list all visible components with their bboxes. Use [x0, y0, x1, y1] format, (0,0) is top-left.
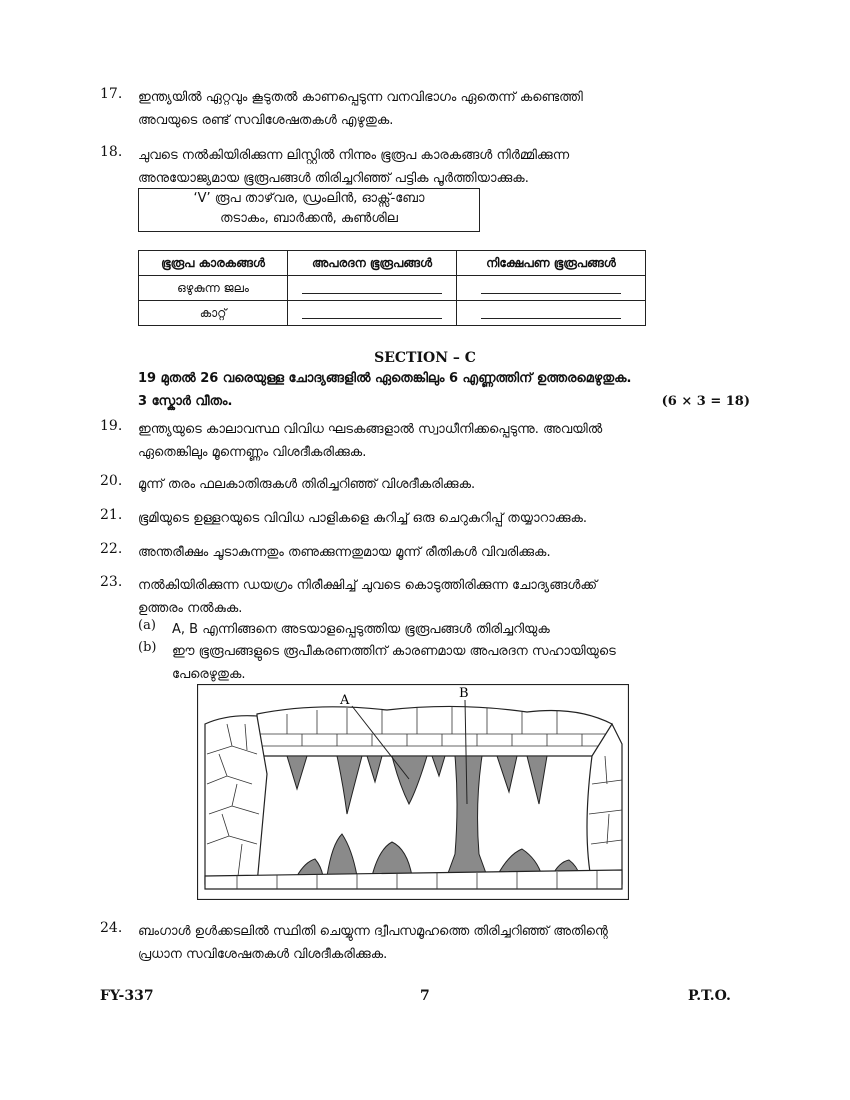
question-24: [100, 920, 728, 966]
question-text: പ്രധാന സവിശേഷതകൾ വിശദീകരിക്കുക.: [138, 947, 388, 962]
label-b: B: [459, 686, 469, 701]
answer-blank: [288, 301, 457, 326]
question-text: ഏതെങ്കിലും മൂന്നെണ്ണം വിശദീകരിക്കുക.: [138, 445, 367, 460]
question-number: 17.: [100, 86, 123, 102]
word-list-line: ‘V’ രൂപ താഴ്‌വര, ഡ്രംലിൻ, ഓക്സ്-ബോ: [193, 191, 425, 206]
subpart-b: [138, 640, 728, 686]
section-title: SECTION – C: [374, 350, 476, 366]
page-number: 7: [420, 988, 430, 1004]
question-text: ഇന്ത്യയുടെ കാലാവസ്ഥ വിവിധ ഘടകങ്ങളാൽ സ്വാധീനിക്കപ്പെടുന്നു. അവയിൽ: [138, 422, 603, 437]
table-header: ഭൂരൂപ കാരകങ്ങൾ: [139, 251, 288, 276]
subpart-text: A, B എന്നിങ്ങനെ അടയാളപ്പെടുത്തിയ ഭൂരൂപങ്ങൾ തിരിച്ചറിയുക: [172, 622, 550, 637]
question-21: [100, 507, 728, 530]
question-20: [100, 473, 728, 496]
answer-blank: [288, 276, 457, 301]
subpart-text: പേരെഴുതുക.: [172, 667, 246, 682]
left-rock-wall: [205, 716, 267, 884]
question-number: 19.: [100, 418, 123, 434]
question-22: [100, 541, 728, 564]
question-23: [100, 574, 728, 620]
question-number: 18.: [100, 144, 123, 160]
word-list-line: തടാകം, ബാർക്കൻ, കുൺശില: [220, 211, 398, 226]
subpart-a: [138, 618, 728, 641]
question-number: 21.: [100, 507, 123, 523]
question-17: [100, 86, 728, 132]
cave-ceiling: [257, 706, 612, 756]
question-text: നൽകിയിരിക്കുന്ന ഡയഗ്രം നിരീക്ഷിച്ച് ചുവടെ കൊടുത്തിരിക്കുന്ന ചോദ്യങ്ങൾക്ക്: [138, 578, 598, 593]
table-row: [139, 276, 646, 301]
question-number: 20.: [100, 473, 123, 489]
question-text: ഇന്ത്യയിൽ ഏറ്റവും കൂടുതൽ കാണപ്പെടുന്ന വനവിഭാഗം ഏതെന്ന് കണ്ടെത്തി: [138, 90, 583, 105]
word-list-box: [138, 188, 480, 232]
subpart-text: ഈ ഭൂരൂപങ്ങളുടെ രൂപീകരണത്തിന് കാരണമായ അപരദന സഹായിയുടെ: [172, 644, 616, 659]
table-header: നിക്ഷേപണ ഭൂരൂപങ്ങൾ: [457, 251, 646, 276]
agent-cell: ഒഴുകുന്ന ജലം: [139, 276, 288, 301]
section-instruction: 19 മുതൽ 26 വരെയുള്ള ചോദ്യങ്ങളിൽ ഏതെങ്കിലും 6 എണ്ണത്തിന് ഉത്തരമെഴുതുക.: [138, 371, 632, 386]
question-text: അവയുടെ രണ്ട് സവിശേഷതകൾ എഴുതുക.: [138, 113, 394, 128]
subpart-label: (a): [138, 618, 156, 633]
agent-cell: കാറ്റ്: [139, 301, 288, 326]
paper-code: FY-337: [100, 988, 154, 1004]
question-text: ചുവടെ നൽകിയിരിക്കുന്ന ലിസ്റ്റിൽ നിന്നും ഭൂരൂപ കാരകങ്ങൾ നിർമ്മിക്കുന്ന: [138, 148, 570, 163]
section-marks: (6 × 3 = 18): [661, 394, 750, 409]
table-row: [139, 301, 646, 326]
question-number: 23.: [100, 574, 123, 590]
question-18: [100, 144, 728, 190]
question-text: ഭൂമിയുടെ ഉള്ളറയുടെ വിവിധ പാളികളെ കുറിച്ച് ഒരു ചെറുകുറിപ്പ് തയ്യാറാക്കുക.: [138, 511, 588, 526]
question-text: ഉത്തരം നൽകുക.: [138, 601, 243, 616]
question-text: മൂന്ന് തരം ഫലകാതിരുകൾ തിരിച്ചറിഞ്ഞ് വിശദീകരിക്കുക.: [138, 477, 476, 492]
question-number: 24.: [100, 920, 123, 936]
question-number: 22.: [100, 541, 123, 557]
pto-label: P.T.O.: [688, 988, 731, 1004]
question-text: അനുയോജ്യമായ ഭൂരൂപങ്ങൾ തിരിച്ചറിഞ്ഞ് പട്ടിക പൂർത്തിയാക്കുക.: [138, 171, 529, 186]
section-score: 3 സ്കോർ വീതം.: [138, 394, 233, 409]
section-score-line: [138, 394, 750, 409]
answer-blank: [457, 301, 646, 326]
answer-blank: [457, 276, 646, 301]
subpart-label: (b): [138, 640, 157, 655]
cave-diagram: [197, 684, 629, 900]
question-19: [100, 418, 728, 464]
table-header-row: [139, 251, 646, 276]
question-text: ബംഗാൾ ഉൾക്കടലിൽ സ്ഥിതി ചെയ്യുന്ന ദ്വീപസമൂഹത്തെ തിരിച്ചറിഞ്ഞ് അതിന്റെ: [138, 924, 608, 939]
label-a: A: [340, 693, 350, 708]
question-text: അന്തരീക്ഷം ചൂടാകുന്നതും തണുക്കുന്നതുമായ മൂന്ന് രീതികൾ വിവരിക്കുക.: [138, 545, 551, 560]
landform-table: [138, 250, 646, 326]
table-header: അപരദന ഭൂരൂപങ്ങൾ: [288, 251, 457, 276]
